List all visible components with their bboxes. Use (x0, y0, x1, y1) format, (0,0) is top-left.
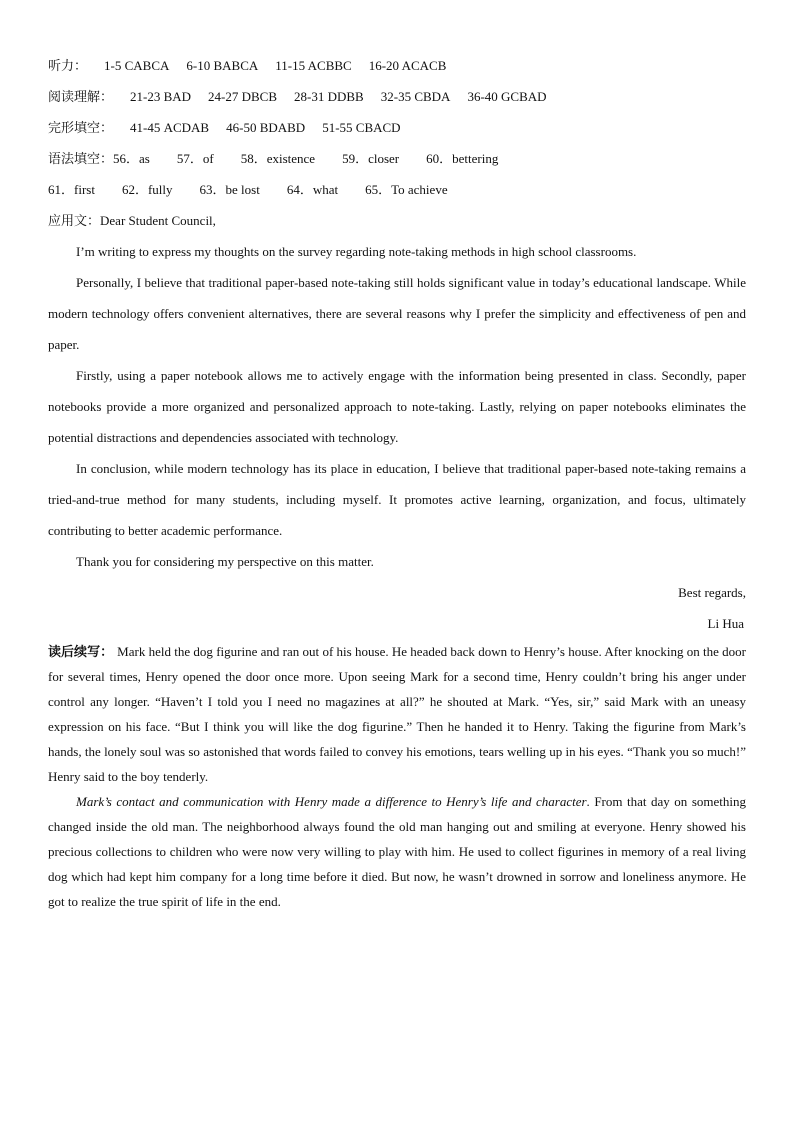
reading-answers (48, 81, 746, 112)
listening-group: 1-5 CABCA (104, 58, 170, 73)
reading-group: 32-35 CBDA (380, 89, 451, 104)
cloze-group: 51-55 CBACD (322, 120, 401, 135)
listening-answers (48, 50, 746, 81)
reading-group: 21-23 BAD (130, 89, 192, 104)
listening-group: 16-20 ACACB (368, 58, 447, 73)
continuation-text: . From that day on something changed inside the old man. The neighborhood always found the old man hanging out and smiling at everyone. Henry showed his precious collections to children who were now very willing to play with him. He used to collect figurines in memory of a real living dog which had kept him company for a long time before it died. But now, he wasn’t drowned in sorrow and loneliness anymore. He got to realize the true spirit of life in the end. (48, 794, 746, 909)
grammar-label: 语法填空： (48, 151, 114, 166)
grammar-answers-line-2 (48, 174, 746, 205)
listening-label: 听力： (48, 58, 88, 73)
letter-paragraph: In conclusion, while modern technology has its place in education, I believe that traditional paper-based note-taking remains a tried-and-true method for many students, including myself. It promotes active learning, organization, and focus, ultimately contributing to better academic performance. (48, 461, 746, 538)
grammar-answer: 61．first (48, 182, 95, 197)
grammar-answer: 58．existence (240, 151, 316, 166)
cloze-group: 41-45 ACDAB (130, 120, 210, 135)
continuation-given-sentence: Mark’s contact and communication with Henry made a difference to Henry’s life and character (76, 794, 587, 809)
grammar-answer: 64．what (286, 182, 339, 197)
continuation-paragraph-2 (48, 789, 746, 914)
letter-heading (48, 205, 746, 236)
listening-group: 6-10 BABCA (186, 58, 259, 73)
letter-paragraph: Firstly, using a paper notebook allows me to actively engage with the information being presented in class. Secondly, paper notebooks provide a more organized and personalized approach to note-taking. Lastly, relying on paper notebooks eliminates the potential distractions and dependencies associated with technology. (48, 368, 746, 445)
continuation-text: Mark held the dog figurine and ran out of his house. He headed back down to Henry’s house. After knocking on the door for several times, Henry opened the door once more. Upon seeing Mark for a second time, Henry couldn’t bring his anger under control any longer. “Haven’t I told you I need no magazines at all?” he shouted at Mark. “Yes, sir,” said Mark with an uneasy expression on his face. “But I think you will like the dog figurine.” Then he handed it to Henry. Taking the figurine from Mark’s hands, the lonely soul was so astonished that words failed to convey his emotions, tears welling up in his eyes. “Thank you so much!” Henry said to the boy tenderly. (48, 644, 746, 784)
cloze-label: 完形填空： (48, 120, 114, 135)
grammar-answer: 63．be lost (199, 182, 260, 197)
reading-group: 24-27 DBCB (208, 89, 278, 104)
answer-key-document (48, 50, 746, 914)
letter-signature: Li Hua (707, 616, 744, 631)
continuation-paragraph-1 (48, 639, 746, 789)
letter-salutation: Dear Student Council, (100, 213, 216, 228)
letter-paragraph: Personally, I believe that traditional paper-based note-taking still holds significant value in today’s educational landscape. While modern technology offers convenient alternatives, there are several reasons why I prefer the simplicity and effectiveness of pen and paper. (48, 275, 746, 352)
grammar-answer: 56．as (113, 151, 150, 166)
grammar-answer: 65．To achieve (365, 182, 448, 197)
letter-label: 应用文： (48, 213, 101, 228)
grammar-answer: 62．fully (121, 182, 173, 197)
continuation-label: 读后续写： (48, 644, 114, 659)
letter-paragraph: Thank you for considering my perspective on this matter. (76, 554, 374, 569)
reading-label: 阅读理解： (48, 89, 114, 104)
grammar-answer: 60．bettering (426, 151, 499, 166)
listening-group: 11-15 ACBBC (275, 58, 352, 73)
reading-group: 36-40 GCBAD (467, 89, 547, 104)
letter-paragraph: I’m writing to express my thoughts on the survey regarding note-taking methods in high school classrooms. (76, 244, 637, 259)
cloze-answers (48, 112, 746, 143)
reading-group: 28-31 DDBB (294, 89, 364, 104)
cloze-group: 46-50 BDABD (226, 120, 306, 135)
grammar-answers-line-1 (48, 143, 746, 174)
grammar-answer: 57．of (176, 151, 214, 166)
letter-closing: Best regards, (678, 585, 746, 600)
grammar-answer: 59．closer (342, 151, 400, 166)
